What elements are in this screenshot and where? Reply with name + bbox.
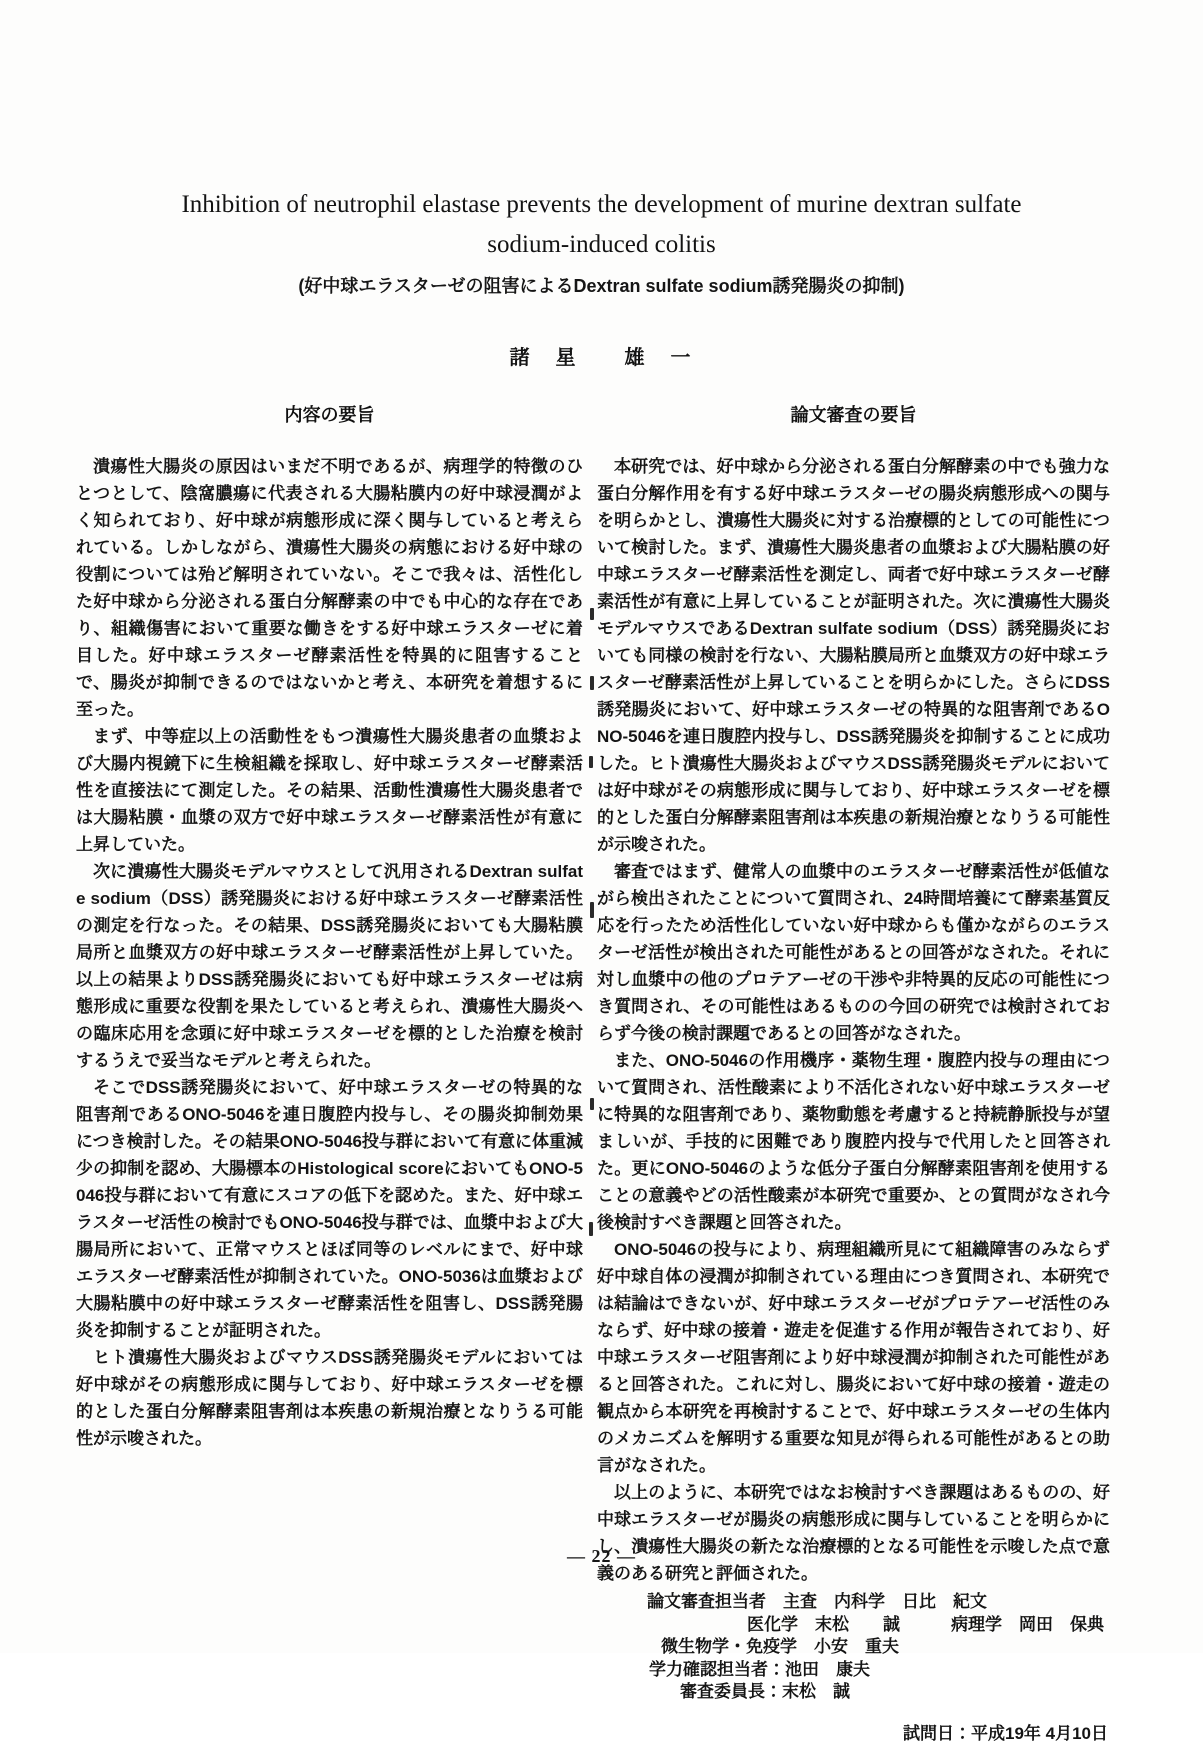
committee-line: 医化学 末松 誠 病理学 岡田 保典 [747,1614,1104,1634]
review-summary-paragraph: 審査ではまず、健常人の血漿中のエラスターゼ酵素活性が低値ながら検出されたことについて質問され、24時間培養にて酵素基質反応を行ったため活性化していない好中球からも僅かながらのエラスターゼ活性が検出された可能性があるとの回答がなされた。それに対し血漿中の他のプロテアーゼの干渉や非特異的反応の可能性につき質問され、その可能性はあるものの今回の研究では検討されておらず今後の検討課題であるとの回答がなされた。 [597,862,1110,1043]
page-title-line1: Inhibition of neutrophil elastase prevents the development of murine dextran sulfate [181,191,1022,218]
page-number: — 22 — [567,1546,636,1566]
content-summary-body [76,453,583,1452]
review-summary-paragraph: ONO-5046の投与により、病理組織所見にて組織障害のみならず好中球自体の浸潤が抑制されている理由につき質問され、本研究では結論はできないが、好中球エラスターゼがプロテアーゼ活性のみならず、好中球の接着・遊走を促進する作用が報告されており、好中球エラスターゼ阻害剤により好中球浸潤が抑制された可能性があると回答された。これに対し、腸炎において好中球の接着・遊走の観点から本研究を再検討することで、好中球エラスターゼの生体内のメカニズムを解明する重要な知見が得られる可能性があるとの助言がなされた。 [597,1240,1110,1475]
scan-artifact [590,608,594,620]
author-name: 諸 星 雄 一 [509,347,694,369]
committee-line: 学力確認担当者：池田 康夫 [649,1659,870,1679]
review-summary-body [597,453,1110,1587]
content-summary-paragraph: そこでDSS誘発腸炎において、好中球エラスターゼの特異的な阻害剤であるONO-5046を連日腹腔内投与し、その腸炎抑制効果につき検討した。その結果ONO-5046投与群において有意に体重減少の抑制を認め、大腸標本のHistological scoreにおいてもONO-5046投与群において有意にスコアの低下を認めた。また、好中球エラスターゼ活性の検討でもONO-5046投与群では、血漿中および大腸局所において、正常マウスとほぼ同等のレベルにまで、好中球エラスターゼ酵素活性が抑制されていた。ONO-5036は血漿および大腸粘膜中の好中球エラスターゼ酵素活性を阻害し、DSS誘発腸炎を抑制することが証明された。 [76,1078,583,1340]
review-summary-paragraph: 以上のように、本研究ではなお検討すべき課題はあるものの、好中球エラスターゼが腸炎の病態形成に関与していることを明らかにし、潰瘍性大腸炎の新たな治療標的となる可能性を示唆した点で意義のある研究と評価された。 [597,1483,1110,1583]
scan-artifact [590,1098,594,1110]
scan-artifact [589,756,593,768]
review-summary-paragraph: 本研究では、好中球から分泌される蛋白分解酵素の中でも強力な蛋白分解作用を有する好中球エラスターゼの腸炎病態形成への関与を明らかとし、潰瘍性大腸炎に対する治療標的としての可能性について検討した。まず、潰瘍性大腸炎患者の血漿および大腸粘膜の好中球エラスターゼ酵素活性を測定し、両者で好中球エラスターゼ酵素活性が有意に上昇していることが証明された。次に潰瘍性大腸炎モデルマウスであるDextran sulfate sodium（DSS）誘発腸炎においても同様の検討を行ない、大腸粘膜局所と血漿双方の好中球エラスターゼ酵素活性が上昇していることを明らかにした。さらにDSS誘発腸炎において、好中球エラスターゼの特異的な阻害剤であるONO-5046を連日腹腔内投与し、DSS誘発腸炎を抑制することに成功した。ヒト潰瘍性大腸炎およびマウスDSS誘発腸炎モデルにおいては好中球がその病態形成に関与しており、好中球エラスターゼを標的とした蛋白分解酵素阻害剤は本疾患の新規治療となりうる可能性が示唆された。 [597,457,1110,854]
content-summary-paragraph: まず、中等症以上の活動性をもつ潰瘍性大腸炎患者の血漿および大腸内視鏡下に生検組織を採取し、好中球エラスターゼ酵素活性を直接法にて測定した。その結果、活動性潰瘍性大腸炎患者では大腸粘膜・血漿の双方で好中球エラスターゼ酵素活性が有意に上昇していた。 [76,727,583,854]
committee-line: 微生物学・免疫学 小安 重夫 [661,1637,899,1656]
scan-artifact [589,1222,593,1236]
content-summary-heading: 内容の要旨 [284,405,375,425]
title-block [0,185,1203,372]
review-summary-paragraph: また、ONO-5046の作用機序・薬物生理・腹腔内投与の理由について質問され、活性酸素により不活化されない好中球エラスターゼに特異的な阻害剤であり、薬物動態を考慮すると持続静脈投与が望ましいが、手技的に困難であり腹腔内投与で代用したと回答された。更にONO-5046のような低分子蛋白分解酵素阻害剤を使用することの意義やどの活性酸素が本研究で重要か、との質問がなされ今後検討すべき課題と回答された。 [597,1051,1110,1232]
scan-artifact [590,676,594,690]
japanese-subtitle: (好中球エラスターゼの阻害によるDextran sulfate sodium誘発腸炎の抑制) [298,276,905,296]
review-summary-heading: 論文審査の要旨 [790,405,917,425]
review-summary-column [597,403,1110,1746]
committee-line: 論文審査担当者 主査 内科学 日比 紀文 [647,1592,987,1611]
content-summary-paragraph: 潰瘍性大腸炎の原因はいまだ不明であるが、病理学的特徴のひとつとして、陰窩膿瘍に代表される大腸粘膜内の好中球浸潤がよく知られており、好中球が病態形成に深く関与していると考えられている。しかしながら、潰瘍性大腸炎の病態における好中球の役割については殆ど解明されていない。そこで我々は、活性化した好中球から分泌される蛋白分解酵素の中でも中心的な存在であり、組織傷害において重要な働きをする好中球エラスターゼに着目した。好中球エラスターゼ酵素活性を特異的に阻害することで、腸炎が抑制できるのではないかと考え、本研究を着想するに至った。 [76,457,583,719]
page-title-line2: sodium-induced colitis [487,231,716,258]
content-summary-paragraph: 次に潰瘍性大腸炎モデルマウスとして汎用されるDextran sulfate sodium（DSS）誘発腸炎における好中球エラスターゼ酵素活性の測定を行なった。その結果、DSS誘発腸炎においても大腸粘膜局所と血漿双方の好中球エラスターゼ酵素活性が上昇していた。以上の結果よりDSS誘発腸炎においても好中球エラスターゼは病態形成に重要な役割を果たしていると考えられ、潰瘍性大腸炎への臨床応用を念頭に好中球エラスターゼを標的とした治療を検討するうえで妥当なモデルと考えられた。 [76,862,583,1070]
content-summary-column [76,403,583,1452]
content-summary-paragraph: ヒト潰瘍性大腸炎およびマウスDSS誘発腸炎モデルにおいては好中球がその病態形成に関与しており、好中球エラスターゼを標的とした蛋白分解酵素阻害剤は本疾患の新規治療となりうる可能性が示唆された。 [76,1348,583,1448]
committee-line: 審査委員長：末松 誠 [680,1682,850,1701]
committee-block [597,1591,1110,1704]
scan-artifact [590,902,594,918]
exam-date: 試問日：平成19年 4月10日 [903,1723,1108,1743]
